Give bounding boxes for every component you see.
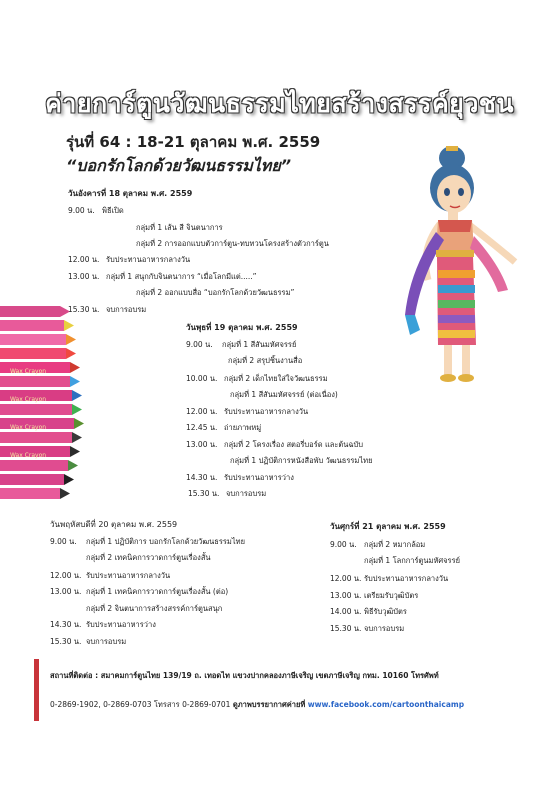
day2-item: กลุ่มที่ 2 โครงเรื่อง สตอรี่บอร์ด และต้นฉบับ [224,440,364,449]
crayon-label: Wax Crayon [10,452,47,459]
day4-time: 14.00 น. [330,607,362,616]
day1-item: กลุ่มที่ 1 สนุกกับจินตนาการ “เมื่อโลกมีแต่.....” [106,272,257,281]
theme-heading: “บอกรักโลกด้วยวัฒนธรรมไทย” [66,156,292,175]
day1-time: 15.30 น. [68,305,100,314]
day3-item: รับประทานอาหารว่าง [86,620,156,629]
day3-item: กลุ่มที่ 2 เทคนิคการวาดการ์ตูนเรื่องสั้น [86,553,211,562]
crayon-label: Wax Crayon [10,424,47,431]
day3-item: กลุ่มที่ 1 ปฏิบัติการ บอกรักโลกด้วยวัฒนธรรมไทย [86,537,245,546]
day3-time: 12.00 น. [50,571,82,580]
crayons-illustration [0,300,95,510]
day3-time: 14.30 น. [50,620,82,629]
day4-item: เตรียมรับวุฒิบัตร [364,591,419,600]
thai-dancer-illustration [380,140,550,400]
day2-item: กลุ่มที่ 2 สรุปชิ้นงานสื่อ [228,356,303,365]
day2-item: กลุ่มที่ 1 ปฏิบัติการหนังสือพับ วัฒนธรรมไทย [230,456,373,465]
contact-address: สถานที่ติดต่อ : สมาคมการ์ตูนไทย 139/19 ถ. เทอดไท แขวงปากคลองภาษีเจริญ เขตภาษีเจริญ กทม. 10160 โทรศัพท์ [50,671,439,680]
day2-time: 12.00 น. [186,407,218,416]
day3-item: รับประทานอาหารกลางวัน [86,571,171,580]
facebook-link[interactable]: www.facebook.com/cartoonthaicamp [307,700,465,709]
day2-item: ถ่ายภาพหมู่ [224,423,262,432]
day4-time: 13.00 น. [330,591,362,600]
day1-item: กลุ่มที่ 1 เส้น สี จินตนาการ [136,223,223,232]
day3-item: จบการอบรม [86,637,127,646]
day4-item: กลุ่มที่ 2 หมากล้อม [364,540,426,549]
day1-item: กลุ่มที่ 2 การออกแบบตัวการ์ตูน-ทบทวนโครงสร้างตัวการ์ตูน [136,239,329,248]
day1-time: 9.00 น. [68,206,95,215]
day3-heading: วันพฤหัสบดีที่ 20 ตุลาคม พ.ศ. 2559 [50,520,178,529]
day1-item: รับประทานอาหารกลางวัน [106,255,191,264]
day4-time: 15.30 น. [330,624,362,633]
day2-heading: วันพุธที่ 19 ตุลาคม พ.ศ. 2559 [186,323,298,332]
day3-time: 13.00 น. [50,587,82,596]
day2-time: 12.45 น. [186,423,218,432]
contact-gallery-label: ดูภาพบรรยากาศค่ายที่ [232,700,306,709]
day4-time: 9.00 น. [330,540,357,549]
day1-item: พิธีเปิด [102,206,124,215]
day3-time: 9.00 น. [50,537,77,546]
contact-accent-bar [34,659,39,721]
crayon-label: Wax Crayon [10,368,47,375]
day1-item: จบการอบรม [106,305,147,314]
day4-item: กลุ่มที่ 1 โลกการ์ตูนมหัศจรรย์ [364,556,461,565]
day1-item: กลุ่มที่ 2 ออกแบบสื่อ “บอกรักโลกด้วยวัฒนธรรม” [136,288,295,297]
day4-heading: วันศุกร์ที่ 21 ตุลาคม พ.ศ. 2559 [330,522,446,531]
day2-item: จบการอบรม [226,489,267,498]
page-title: ค่ายการ์ตูนวัฒนธรรมไทยสร้างสรรค์ยุวชน [45,89,514,118]
day2-item: กลุ่มที่ 1 สีสันมหัศจรรย์ [222,340,297,349]
day2-time: 15.30 น. [188,489,220,498]
day2-time: 13.00 น. [186,440,218,449]
day2-time: 10.00 น. [186,374,218,383]
day4-item: พิธีรับวุฒิบัตร [364,607,407,616]
day2-item: กลุ่มที่ 1 สีสันมหัศจรรย์ (ต่อเนื่อง) [230,390,338,399]
day3-item: กลุ่มที่ 2 จินตนาการสร้างสรรค์การ์ตูนสนุก [86,604,223,613]
day3-item: กลุ่มที่ 1 เทคนิคการวาดการ์ตูนเรื่องสั้น (ต่อ) [86,587,229,596]
contact-phones: 0-2869-1902, 0-2869-0703 โทรสาร 0-2869-0701 [50,700,231,709]
day4-item: จบการอบรม [364,624,405,633]
day1-time: 13.00 น. [68,272,100,281]
day2-item: กลุ่มที่ 2 เด็กไทยใส่ใจวัฒนธรรม [224,374,328,383]
day2-item: รับประทานอาหารว่าง [224,473,294,482]
day4-item: รับประทานอาหารกลางวัน [364,574,449,583]
day2-time: 9.00 น. [186,340,213,349]
day1-heading: วันอังคารที่ 18 ตุลาคม พ.ศ. 2559 [68,189,193,198]
day2-item: รับประทานอาหารกลางวัน [224,407,309,416]
crayon-label: Wax Crayon [10,396,47,403]
contact-phones-line [50,699,464,711]
day4-time: 12.00 น. [330,574,362,583]
day3-time: 15.30 น. [50,637,82,646]
day1-time: 12.00 น. [68,255,100,264]
day2-time: 14.30 น. [186,473,218,482]
batch-heading: รุ่นที่ 64 : 18-21 ตุลาคม พ.ศ. 2559 [66,133,321,151]
